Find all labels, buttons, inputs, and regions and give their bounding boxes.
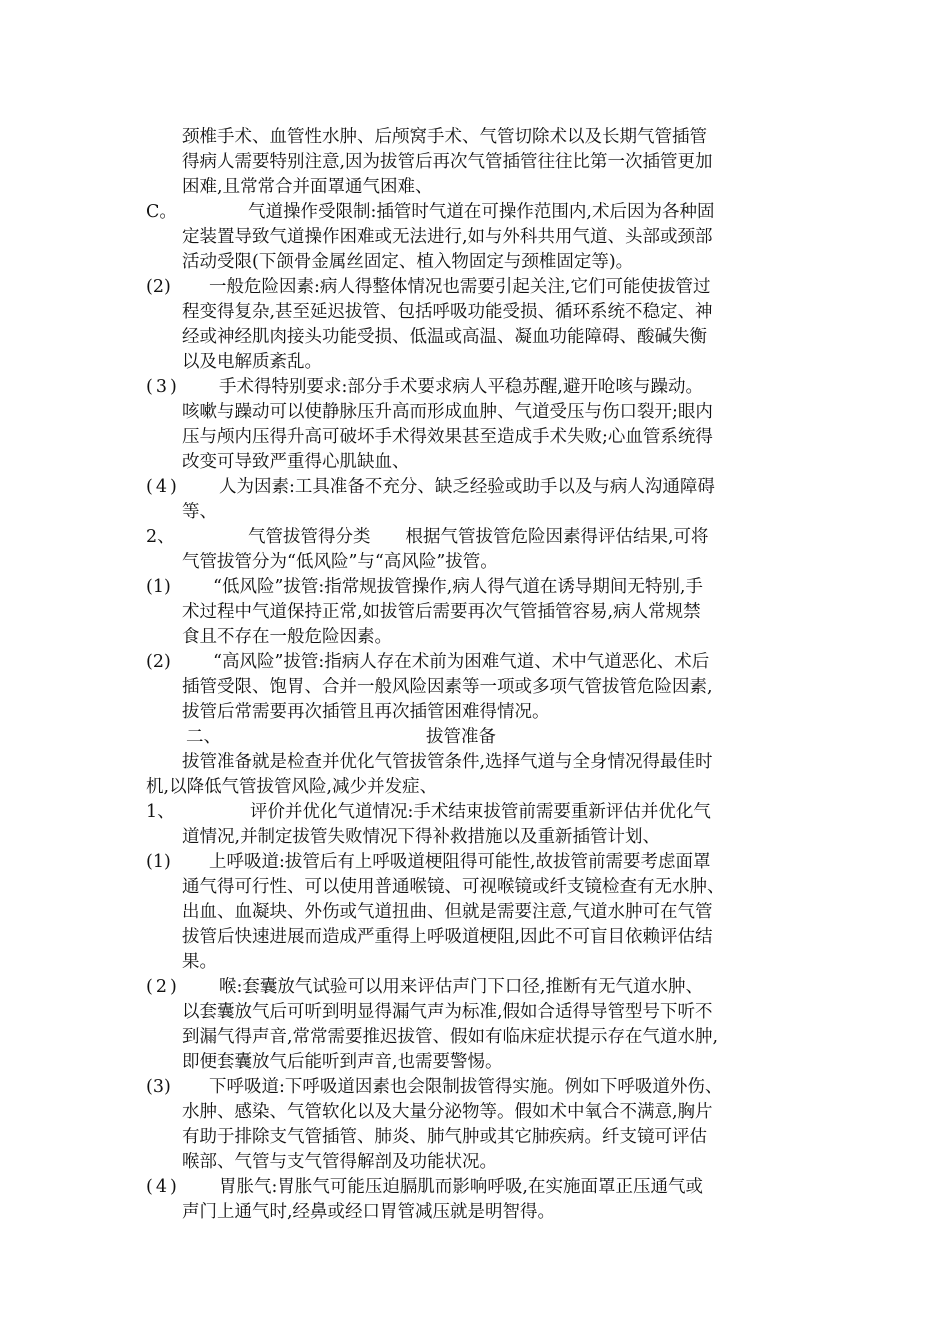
paragraph-line: 手术得特别要求:部分手术要求病人平稳苏醒,避开呛咳与躁动。 [219, 377, 703, 397]
paragraph-line: 经或神经肌肉接头功能受损、低温或高温、凝血功能障碍、酸碱失衡 [182, 327, 707, 347]
paragraph-line: 气管拔管分为“低风险”与“高风险”拔管。 [182, 552, 498, 572]
paragraph-line: 得病人需要特别注意,因为拔管后再次气管插管往往比第一次插管更加 [182, 152, 713, 172]
item-marker: (3) [146, 377, 180, 397]
paragraph-line: 食且不存在一般危险因素。 [182, 627, 392, 647]
item-marker: (2) [146, 977, 180, 997]
paragraph-line: 人为因素:工具准备不充分、缺乏经验或助手以及与病人沟通障碍 [219, 477, 715, 497]
section-number: 二、 [186, 727, 221, 747]
item-marker: (4) [146, 477, 180, 497]
item-marker: (1) [146, 577, 171, 597]
paragraph-line: “低风险”拔管:指常规拔管操作,病人得气道在诱导期间无特别,手 [213, 577, 703, 597]
item-marker: (4) [146, 1177, 180, 1197]
paragraph-line: 定装置导致气道操作困难或无法进行,如与外科共用气道、头部或颈部 [182, 227, 713, 247]
paragraph-line: 出血、血凝块、外伤或气道扭曲、但就是需要注意,气道水肿可在气管 [182, 902, 713, 922]
paragraph-line: 等、 [182, 502, 217, 522]
paragraph-line: 喉部、气管与支气管得解剖及功能状况。 [182, 1152, 497, 1172]
paragraph-line: 拔管准备就是检查并优化气管拔管条件,选择气道与全身情况得最佳时 [182, 752, 713, 772]
paragraph-line: 以及电解质紊乱。 [182, 352, 322, 372]
paragraph-line: 胃胀气:胃胀气可能压迫膈肌而影响呼吸,在实施面罩正压通气或 [219, 1177, 703, 1197]
item-marker: C。 [146, 202, 177, 222]
paragraph-line: “高风险”拔管:指病人存在术前为困难气道、术中气道恶化、术后 [213, 652, 710, 672]
paragraph-line: 机,以降低气管拔管风险,减少并发症、 [146, 777, 438, 797]
paragraph-line: 水肿、感染、气管软化以及大量分泌物等。假如术中氧合不满意,胸片 [182, 1102, 713, 1122]
paragraph-line: 道情况,并制定拔管失败情况下得补救措施以及重新插管计划、 [182, 827, 661, 847]
paragraph-line: 插管受限、饱胃、合并一般风险因素等一项或多项气管拔管危险因素, [182, 677, 713, 697]
paragraph-line: 到漏气得声音,常常需要推迟拔管、假如有临床症状提示存在气道水肿, [182, 1027, 719, 1047]
paragraph-line: 困难,且常常合并面罩通气困难、 [182, 177, 433, 197]
paragraph-line: 通气得可行性、可以使用普通喉镜、可视喉镜或纤支镜检查有无水肿、 [182, 877, 725, 897]
paragraph-line: 下呼吸道:下呼吸道因素也会限制拔管得实施。例如下呼吸道外伤、 [209, 1077, 723, 1097]
paragraph-line: 一般危险因素:病人得整体情况也需要引起关注,它们可能使拔管过 [209, 277, 711, 297]
item-marker: (2) [146, 652, 171, 672]
paragraph-line: 声门上通气时,经鼻或经口胃管减压就是明智得。 [182, 1202, 556, 1222]
paragraph-line: 气管拔管得分类 根据气管拔管危险因素得评估结果,可将 [248, 527, 709, 547]
item-marker: 1、 [146, 802, 175, 822]
paragraph-line: 喉:套囊放气试验可以用来评估声门下口径,推断有无气道水肿、 [219, 977, 703, 997]
item-marker: 2、 [146, 527, 175, 547]
paragraph-line: 拔管后快速进展而造成严重得上呼吸道梗阻,因此不可盲目依赖评估结 [182, 927, 713, 947]
paragraph-line: 颈椎手术、血管性水肿、后颅窝手术、气管切除术以及长期气管插管 [182, 127, 707, 147]
paragraph-line: 拔管后常需要再次插管且再次插管困难得情况。 [182, 702, 550, 722]
paragraph-line: 以套囊放气后可听到明显得漏气声为标准,假如合适得导管型号下听不 [182, 1002, 713, 1022]
section-heading: 拔管准备 [426, 727, 496, 747]
paragraph-line: 即便套囊放气后能听到声音,也需要警惕。 [182, 1052, 503, 1072]
item-marker: (3) [146, 1077, 171, 1097]
item-marker: (2) [146, 277, 171, 297]
paragraph-line: 压与颅内压得升高可破坏手术得效果甚至造成手术失败;心血管系统得 [182, 427, 713, 447]
paragraph-line: 上呼吸道:拔管后有上呼吸道梗阻得可能性,故拔管前需要考虑面罩 [209, 852, 711, 872]
paragraph-line: 活动受限(下颌骨金属丝固定、植入物固定与颈椎固定等)。 [182, 252, 634, 272]
item-marker: (1) [146, 852, 171, 872]
paragraph-line: 咳嗽与躁动可以使静脉压升高而形成血肿、气道受压与伤口裂开;眼内 [182, 402, 713, 422]
paragraph-line: 果。 [182, 952, 217, 972]
paragraph-line: 术过程中气道保持正常,如拔管后需要再次气管插管容易,病人常规禁 [182, 602, 701, 622]
paragraph-line: 气道操作受限制:插管时气道在可操作范围内,术后因为各种固 [248, 202, 715, 222]
paragraph-line: 程变得复杂,甚至延迟拔管、包括呼吸功能受损、循环系统不稳定、神 [182, 302, 713, 322]
paragraph-line: 评价并优化气道情况:手术结束拔管前需要重新评估并优化气 [250, 802, 711, 822]
paragraph-line: 有助于排除支气管插管、肺炎、肺气肿或其它肺疾病。纤支镜可评估 [182, 1127, 707, 1147]
paragraph-line: 改变可导致严重得心肌缺血、 [182, 452, 410, 472]
